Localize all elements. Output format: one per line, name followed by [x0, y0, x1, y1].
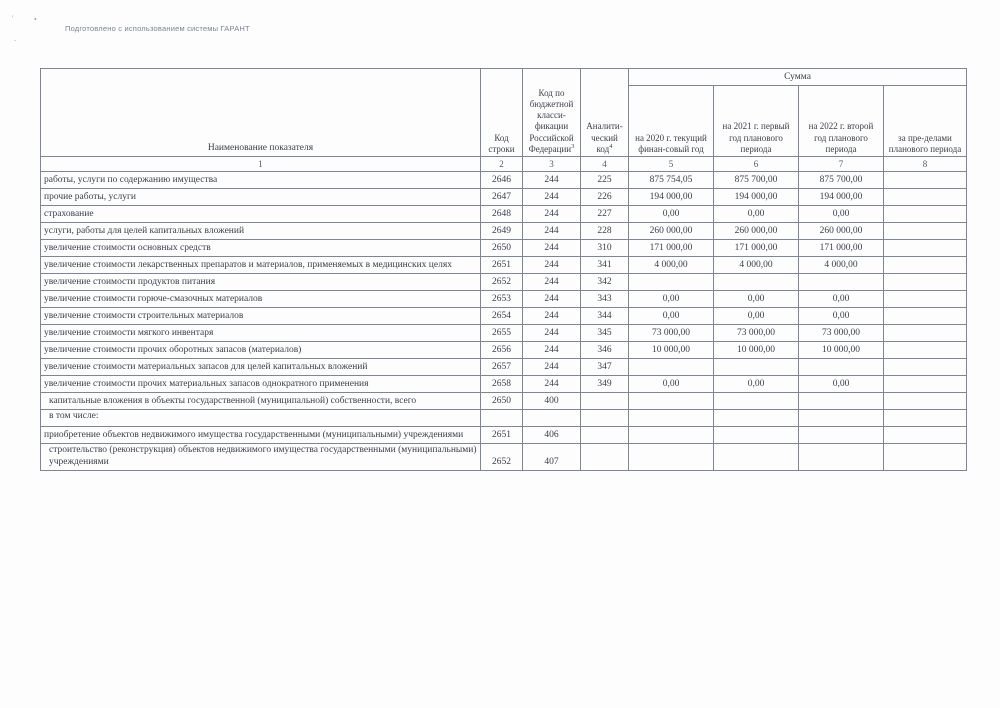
- amount-2021: 73 000,00: [714, 325, 799, 342]
- amount-2022: 171 000,00: [799, 240, 884, 257]
- amount-2020: 171 000,00: [629, 240, 714, 257]
- analytic-code: 342: [581, 274, 629, 291]
- budget-code: 406: [523, 427, 581, 444]
- row-name: увеличение стоимости горюче-смазочных материалов: [41, 291, 481, 308]
- amount-2022: 0,00: [799, 291, 884, 308]
- table-row: [41, 359, 967, 376]
- table-row: [41, 274, 967, 291]
- row-name: увеличение стоимости материальных запасов для целей капитальных вложений: [41, 359, 481, 376]
- table-row: [41, 325, 967, 342]
- row-code: 2646: [481, 172, 523, 189]
- row-code: 2648: [481, 206, 523, 223]
- amount-2022: [799, 427, 884, 444]
- amount-2021: 260 000,00: [714, 223, 799, 240]
- garant-watermark-note: Подготовлено с использованием системы ГАРАНТ: [65, 24, 250, 33]
- analytic-code: 344: [581, 308, 629, 325]
- amount-2022: 0,00: [799, 376, 884, 393]
- amount-2021: 0,00: [714, 376, 799, 393]
- row-code: 2647: [481, 189, 523, 206]
- column-number-row: [41, 157, 967, 172]
- analytic-code: 226: [581, 189, 629, 206]
- row-code: 2650: [481, 393, 523, 410]
- table-row: [41, 393, 967, 410]
- row-code: 2649: [481, 223, 523, 240]
- amount-2022: [799, 274, 884, 291]
- amount-2022: 0,00: [799, 206, 884, 223]
- budget-code: 400: [523, 393, 581, 410]
- amount-beyond: [884, 376, 967, 393]
- budget-table-container: [40, 68, 966, 471]
- amount-2021: 0,00: [714, 206, 799, 223]
- row-code: 2653: [481, 291, 523, 308]
- row-code: 2651: [481, 427, 523, 444]
- row-code: 2652: [481, 274, 523, 291]
- analytic-code: [581, 393, 629, 410]
- budget-code: 244: [523, 257, 581, 274]
- table-row: [41, 376, 967, 393]
- footnote-marker-4: 4: [609, 142, 613, 150]
- amount-2021: [714, 410, 799, 427]
- budget-code: 244: [523, 342, 581, 359]
- amount-2020: 0,00: [629, 291, 714, 308]
- table-row: [41, 223, 967, 240]
- amount-2020: [629, 274, 714, 291]
- row-name: увеличение стоимости лекарственных препаратов и материалов, применяемых в медицинских целях: [41, 257, 481, 274]
- amount-2021: [714, 444, 799, 471]
- amount-2022: 875 700,00: [799, 172, 884, 189]
- budget-code: 244: [523, 240, 581, 257]
- table-row: [41, 410, 967, 427]
- corner-mark-1: ': [12, 14, 14, 23]
- analytic-code: 347: [581, 359, 629, 376]
- amount-2022: 10 000,00: [799, 342, 884, 359]
- table-row: [41, 308, 967, 325]
- budget-code: 244: [523, 325, 581, 342]
- amount-2022: 73 000,00: [799, 325, 884, 342]
- amount-2022: 260 000,00: [799, 223, 884, 240]
- row-name: строительство (реконструкция) объектов недвижимого имущества государственными (муниципальными) учреждениями: [41, 444, 481, 471]
- header-col-2022: на 2022 г. второй год планового периода: [799, 86, 884, 157]
- table-row: [41, 342, 967, 359]
- amount-2021: [714, 393, 799, 410]
- budget-code: 244: [523, 172, 581, 189]
- amount-2021: 875 700,00: [714, 172, 799, 189]
- analytic-code: 349: [581, 376, 629, 393]
- row-name: увеличение стоимости прочих оборотных запасов (материалов): [41, 342, 481, 359]
- amount-2020: 875 754,05: [629, 172, 714, 189]
- header-name: Наименование показателя: [41, 69, 481, 157]
- budget-code: [523, 410, 581, 427]
- amount-2020: 0,00: [629, 206, 714, 223]
- table-row: [41, 189, 967, 206]
- table-row: [41, 206, 967, 223]
- table-row: [41, 257, 967, 274]
- budget-code: 244: [523, 291, 581, 308]
- row-name: увеличение стоимости основных средств: [41, 240, 481, 257]
- analytic-code: 343: [581, 291, 629, 308]
- amount-2021: 171 000,00: [714, 240, 799, 257]
- header-col-2020: на 2020 г. текущий финан-совый год: [629, 86, 714, 157]
- amount-beyond: [884, 444, 967, 471]
- row-name: увеличение стоимости прочих материальных запасов однократного применения: [41, 376, 481, 393]
- corner-mark-2: •: [34, 15, 37, 24]
- analytic-code: 310: [581, 240, 629, 257]
- amount-2021: 194 000,00: [714, 189, 799, 206]
- amount-2020: 73 000,00: [629, 325, 714, 342]
- corner-mark-3: .: [14, 34, 16, 43]
- row-name: капитальные вложения в объекты государственной (муниципальной) собственности, всего: [41, 393, 481, 410]
- table-row: [41, 172, 967, 189]
- amount-2020: 0,00: [629, 376, 714, 393]
- amount-2021: [714, 427, 799, 444]
- amount-2021: [714, 359, 799, 376]
- row-code: 2657: [481, 359, 523, 376]
- analytic-code: 225: [581, 172, 629, 189]
- amount-2022: 0,00: [799, 308, 884, 325]
- row-name: в том числе:: [41, 410, 481, 427]
- amount-2020: 10 000,00: [629, 342, 714, 359]
- analytic-code: 228: [581, 223, 629, 240]
- amount-beyond: [884, 410, 967, 427]
- table-row: [41, 444, 967, 471]
- amount-beyond: [884, 308, 967, 325]
- analytic-code: 346: [581, 342, 629, 359]
- table-header-row: [41, 69, 967, 86]
- column-number-7: 7: [799, 157, 884, 172]
- row-name: приобретение объектов недвижимого имущества государственными (муниципальными) учреждениями: [41, 427, 481, 444]
- column-number-4: 4: [581, 157, 629, 172]
- amount-2020: [629, 393, 714, 410]
- amount-2020: 260 000,00: [629, 223, 714, 240]
- amount-beyond: [884, 257, 967, 274]
- table-row: [41, 240, 967, 257]
- amount-2021: 4 000,00: [714, 257, 799, 274]
- budget-code: 244: [523, 274, 581, 291]
- header-analytic-code-text: Аналити-ческий код: [586, 121, 623, 154]
- column-number-8: 8: [884, 157, 967, 172]
- footnote-marker-3: 3: [571, 142, 575, 150]
- analytic-code: [581, 444, 629, 471]
- table-row: [41, 427, 967, 444]
- header-budget-code-text: Код по бюджетной класси-фикации Российской Федерации: [528, 87, 574, 154]
- column-number-6: 6: [714, 157, 799, 172]
- budget-code: 244: [523, 308, 581, 325]
- budget-table: [40, 68, 967, 471]
- amount-beyond: [884, 393, 967, 410]
- row-code: 2650: [481, 240, 523, 257]
- amount-beyond: [884, 189, 967, 206]
- budget-code: 407: [523, 444, 581, 471]
- amount-2020: 4 000,00: [629, 257, 714, 274]
- amount-2022: 194 000,00: [799, 189, 884, 206]
- header-col-2021: на 2021 г. первый год планового периода: [714, 86, 799, 157]
- amount-beyond: [884, 427, 967, 444]
- amount-beyond: [884, 325, 967, 342]
- amount-beyond: [884, 274, 967, 291]
- amount-2020: [629, 427, 714, 444]
- amount-2020: [629, 444, 714, 471]
- row-code: 2652: [481, 444, 523, 471]
- analytic-code: 341: [581, 257, 629, 274]
- amount-beyond: [884, 291, 967, 308]
- budget-code: 244: [523, 206, 581, 223]
- row-code: 2655: [481, 325, 523, 342]
- amount-beyond: [884, 206, 967, 223]
- column-number-2: 2: [481, 157, 523, 172]
- analytic-code: [581, 427, 629, 444]
- amount-2022: 4 000,00: [799, 257, 884, 274]
- row-name: увеличение стоимости продуктов питания: [41, 274, 481, 291]
- amount-2020: 194 000,00: [629, 189, 714, 206]
- budget-code: 244: [523, 376, 581, 393]
- analytic-code: [581, 410, 629, 427]
- amount-beyond: [884, 240, 967, 257]
- amount-2020: [629, 359, 714, 376]
- header-col-beyond: за пре-делами планового периода: [884, 86, 967, 157]
- scan-corner-marks: [12, 14, 42, 44]
- column-number-3: 3: [523, 157, 581, 172]
- amount-2022: [799, 393, 884, 410]
- budget-code: 244: [523, 223, 581, 240]
- amount-2021: 0,00: [714, 291, 799, 308]
- header-budget-code: [523, 69, 581, 157]
- amount-2021: 0,00: [714, 308, 799, 325]
- row-name: страхование: [41, 206, 481, 223]
- header-analytic-code: [581, 69, 629, 157]
- column-number-1: 1: [41, 157, 481, 172]
- amount-2021: 10 000,00: [714, 342, 799, 359]
- amount-beyond: [884, 342, 967, 359]
- amount-beyond: [884, 223, 967, 240]
- amount-2022: [799, 410, 884, 427]
- amount-2020: [629, 410, 714, 427]
- header-row-code: Код строки: [481, 69, 523, 157]
- row-code: 2658: [481, 376, 523, 393]
- table-row: [41, 291, 967, 308]
- column-number-5: 5: [629, 157, 714, 172]
- budget-code: 244: [523, 359, 581, 376]
- header-sum: Сумма: [629, 69, 967, 86]
- row-name: услуги, работы для целей капитальных вложений: [41, 223, 481, 240]
- amount-2020: 0,00: [629, 308, 714, 325]
- row-code: 2656: [481, 342, 523, 359]
- amount-2021: [714, 274, 799, 291]
- row-code: 2654: [481, 308, 523, 325]
- row-code: [481, 410, 523, 427]
- amount-2022: [799, 444, 884, 471]
- amount-beyond: [884, 172, 967, 189]
- row-name: работы, услуги по содержанию имущества: [41, 172, 481, 189]
- analytic-code: 345: [581, 325, 629, 342]
- row-code: 2651: [481, 257, 523, 274]
- row-name: увеличение стоимости строительных материалов: [41, 308, 481, 325]
- budget-code: 244: [523, 189, 581, 206]
- amount-beyond: [884, 359, 967, 376]
- analytic-code: 227: [581, 206, 629, 223]
- amount-2022: [799, 359, 884, 376]
- row-name: прочие работы, услуги: [41, 189, 481, 206]
- row-name: увеличение стоимости мягкого инвентаря: [41, 325, 481, 342]
